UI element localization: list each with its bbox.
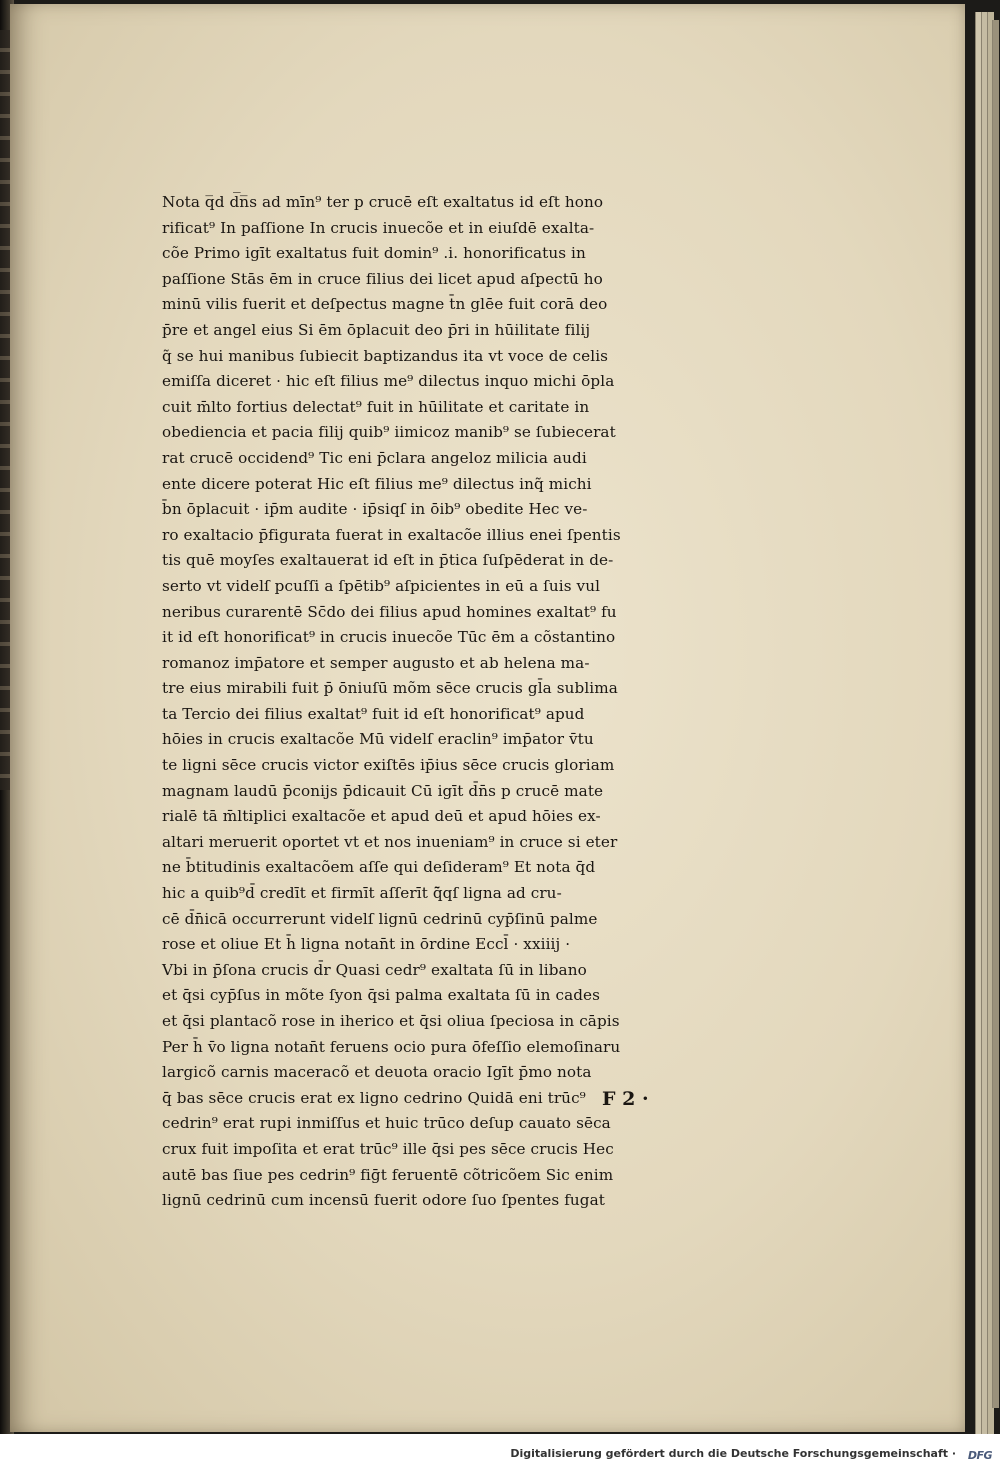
text-line: cē d̄n̄icā occurrerunt videlſ lignū cedrinū cyp̄ſinū palme xyxy=(162,909,598,928)
text-line: cõe Primo igīt exaltatus fuit domin⁹ .i. honorificatus in xyxy=(162,244,586,263)
text-line: Nota q̅d d̅n̅s ad mīn⁹ ter p crucē eſt exaltatus id eſt hono xyxy=(162,193,604,211)
binding-strip xyxy=(0,30,10,790)
text-line: hic a quib⁹d̄ credīt et firmīt aſſerīt q̃̄qſ ligna ad cru- xyxy=(162,884,562,903)
text-line: cuit m̄lto fortius delectat⁹ fuit in hūilitate et caritate in xyxy=(162,397,590,416)
text-line: altari meruerit oportet vt et nos inueniam⁹ in cruce si eter xyxy=(162,832,618,851)
text-line: tre eius mirabili fuit p̄ ōniuſū mõm sēce crucis gl̄a sublima xyxy=(162,679,618,698)
text-line: crux fuit impoſita et erat trūc⁹ ille q̄si pes sēce crucis Hec xyxy=(162,1139,614,1158)
text-line: Per h̄ v̄o ligna notan̄t feruens ocio pura ōfeſſio elemoſinaru xyxy=(162,1037,621,1056)
text-line: emiſſa diceret · hic eſt filius me⁹ dilectus inquo michi ōpla xyxy=(162,372,615,391)
text-line: b̄n ōplacuit · ip̄m audite · ip̄siqſ in ōib⁹ obedite Hec ve- xyxy=(162,500,588,519)
text-line: lignū cedrinū cum incensū fuerit odore ſuo ſpentes fugat xyxy=(162,1191,605,1210)
text-line: paſſione Stās ēm in cruce filius dei licet apud aſpectū ho xyxy=(162,269,603,288)
text-line: neribus curarentē Sc̄do dei filius apud homines exaltat⁹ fu xyxy=(162,602,617,621)
text-line: obediencia et pacia filij quib⁹ iimicoz manib⁹ se ſubiecerat xyxy=(162,423,616,442)
text-line: q̃ se hui manibus ſubiecit baptizandus ita vt voce de celis xyxy=(162,346,609,365)
text-line: minū vilis fuerit et deſpectus magne t̄n glēe fuit corā deo xyxy=(162,295,608,314)
text-line: tis quē moyſes exaltauerat id eſt in p̄tica ſuſpēderat in de- xyxy=(162,551,614,570)
dfg-logo: DFG xyxy=(967,1449,992,1462)
text-line: rialē tā m̄ltiplici exaltacõe et apud deū et apud hōies ex- xyxy=(162,807,601,826)
text-line: autē bas ſiue pes cedrin⁹ fiḡt feruentē cõtricõem Sic enim xyxy=(162,1165,614,1184)
text-line: rificat⁹ In paſſione In crucis inuecõe et in eiuſdē exalta- xyxy=(162,218,595,237)
text-block xyxy=(162,190,707,1214)
text-line: rat crucē occidend⁹ Tic eni p̄clara angeloz milicia audi xyxy=(162,448,587,467)
text-line: Vbi in p̄ſona crucis d̄r Quasi cedr⁹ exaltata ſū in libano xyxy=(162,960,587,979)
text-line: largicõ carnis maceracõ et deuota oracio Igīt p̄mo nota xyxy=(162,1063,592,1082)
text-line: hōies in crucis exaltacõe Mū videlſ eraclin⁹ imp̄ator v̄tu xyxy=(162,730,594,749)
footer-bar xyxy=(0,1434,1000,1468)
text-line: p̄re et angel eius Si ēm ōplacuit deo p̄ri in hūilitate filij xyxy=(162,320,591,339)
text-line: romanoz imp̄atore et semper augusto et ab helena ma- xyxy=(162,653,590,672)
text-line: ta Tercio dei filius exaltat⁹ fuit id eſt honorificat⁹ apud xyxy=(162,704,585,723)
text-line: ne b̄titudinis exaltacõem aſſe qui deſideram⁹ Et nota q̄d xyxy=(162,858,596,877)
text-line: ente dicere poterat Hic eſt filius me⁹ dilectus inq̃ michi xyxy=(162,474,592,493)
page-edge xyxy=(992,20,999,1408)
text-line: et q̄si cyp̄ſus in mõte ſyon q̄si palma exaltata ſū in cades xyxy=(162,986,601,1005)
signature-mark: F 2 · xyxy=(602,1088,649,1110)
text-line: serto vt videlſ pcuſſi a ſpētib⁹ aſpicientes in eū a ſuis vul xyxy=(162,576,601,595)
footer-credit: Digitalisierung gefördert durch die Deutsche Forschungsgemeinschaft · xyxy=(510,1447,956,1460)
text-line: it id eſt honorificat⁹ in crucis inuecõe Tūc ēm a cõstantino xyxy=(162,628,616,647)
text-line: ro exaltacio p̄figurata fuerat in exaltacõe illius enei ſpentis xyxy=(162,525,621,544)
text-line: q̄ bas sēce crucis erat ex ligno cedrino Quidā eni trūc⁹ xyxy=(162,1088,586,1107)
text-line: rose et oliue Et h̄ ligna notan̄t in ōrdine Eccl̄ · xxiiij · xyxy=(162,935,571,954)
text-line: et q̄si plantacõ rose in iherico et q̄si oliua ſpeciosa in cāpis xyxy=(162,1012,620,1030)
text-line: cedrin⁹ erat rupi inmiſſus et huic trūco deſup cauato sēca xyxy=(162,1114,611,1133)
manuscript-page xyxy=(10,4,965,1432)
text-line: magnam laudū p̄conijs p̄dicauit Cū igīt d̄n̄s p crucē mate xyxy=(162,781,604,800)
text-line: te ligni sēce crucis victor exiſtēs ip̄ius sēce crucis gloriam xyxy=(162,756,615,775)
